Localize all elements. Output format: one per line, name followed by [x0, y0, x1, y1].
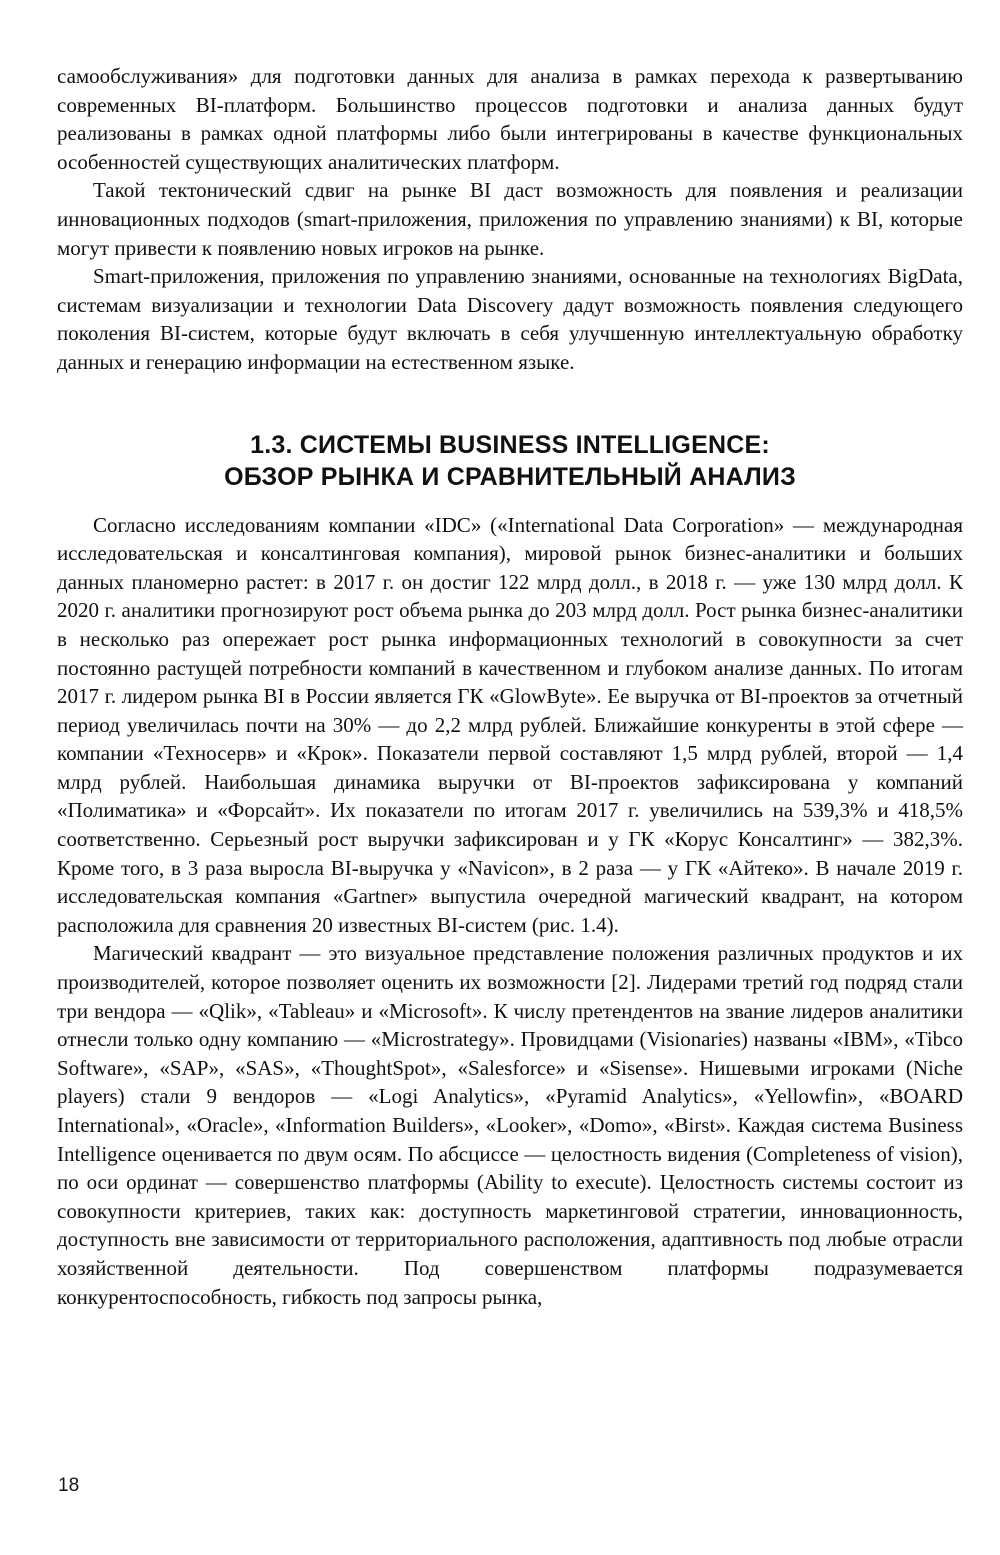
- page-number: 18: [58, 1475, 80, 1496]
- section-paragraph-2: Магический квадрант — это визуальное представление положения различных продуктов и их производителей, которое позволяет оценить их возможности [2]. Лидерами третий год подряд стали три вендора — «Qlik», «Tableau» и «Microsoft». К числу претендентов на звание лидеров аналитики отнесли только одну компанию — «Microstrategy». Провидцами (Visionaries) названы «IBM», «Tibco Software», «SAP», «SAS», «ThoughtSpot», «Salesforce» и «Sisense». Нишевыми игроками (Niche players) стали 9 вендоров — «Logi Analytics», «Pyramid Analytics», «Yellowfin», «BOARD International», «Oracle», «Information Builders», «Looker», «Domo», «Birst». Каждая система Business Intelligence оценивается по двум осям. По абсциссе — целостность видения (Completeness of vision), по оси ординат — совершенство платформы (Ability to execute). Целостность системы состоит из совокупности критериев, таких как: доступность маркетинговой стратегии, инновационность, доступность вне зависимости от территориального расположения, адаптивность под любые отрасли хозяйственной деятельности. Под совершенством платформы подразумевается конкурентоспособность, гибкость под запросы рынка,: [57, 941, 963, 1309]
- section-heading: [57, 429, 963, 493]
- intro-paragraph-1: самообслуживания» для подготовки данных для анализа в рамках перехода к развертыванию современных BI-платформ. Большинство процессов подготовки и анализа данных будут реализованы в рамках одной платформы либо были интегрированы в качестве функциональных особенностей существующих аналитических платформ.: [57, 64, 963, 174]
- intro-paragraph-2: Такой тектонический сдвиг на рынке BI даст возможность для появления и реализации инновационных подходов (smart-приложения, приложения по управлению знаниями) к BI, которые могут привести к появлению новых игроков на рынке.: [57, 178, 963, 260]
- section-paragraph-1: Согласно исследованиям компании «IDC» («International Data Corporation» — международная исследовательская и консалтинговая компания), мировой рынок бизнес-аналитики и больших данных планомерно растет: в 2017 г. он достиг 122 млрд долл., в 2018 г. — уже 130 млрд долл. К 2020 г. аналитики прогнозируют рост объема рынка до 203 млрд долл. Рост рынка бизнес-аналитики в несколько раз опережает рост рынка информационных технологий в совокупности за счет постоянно растущей потребности компаний в качественном и глубоком анализе данных. По итогам 2017 г. лидером рынка BI в России является ГК «GlowByte». Ее выручка от BI-проектов за отчетный период увеличилась почти на 30% — до 2,2 млрд рублей. Ближайшие конкуренты в этой сфере — компании «Техносерв» и «Крок». Показатели первой составляют 1,5 млрд рублей, второй — 1,4 млрд рублей. Наибольшая динамика выручки от BI-проектов зафиксирована у компаний «Полиматика» и «Форсайт». Их показатели по итогам 2017 г. увеличились на 539,3% и 418,5% соответственно. Серьезный рост выручки зафиксирован и у ГК «Корус Консалтинг» — 382,3%. Кроме того, в 3 раза выросла BI-выручка у «Navicon», в 2 раза — у ГК «Айтеко». В начале 2019 г. исследовательская компания «Gartner» выпустила очередной магический квадрант, на котором расположила для сравнения 20 известных BI-систем (рис. 1.4).: [57, 512, 963, 937]
- section-heading-line-2: ОБЗОР РЫНКА И СРАВНИТЕЛЬНЫЙ АНАЛИЗ: [224, 462, 796, 491]
- section-heading-line-1: 1.3. СИСТЕМЫ BUSINESS INTELLIGENCE:: [250, 430, 770, 459]
- page-body: [57, 62, 963, 1311]
- intro-paragraph-3: Smart-приложения, приложения по управлению знаниями, основанные на технологиях BigData, системам визуализации и технологии Data Discovery дадут возможность появления следующего поколения BI-систем, которые будут включать в себя улучшенную интеллектуальную обработку данных и генерацию информации на естественном языке.: [57, 264, 963, 374]
